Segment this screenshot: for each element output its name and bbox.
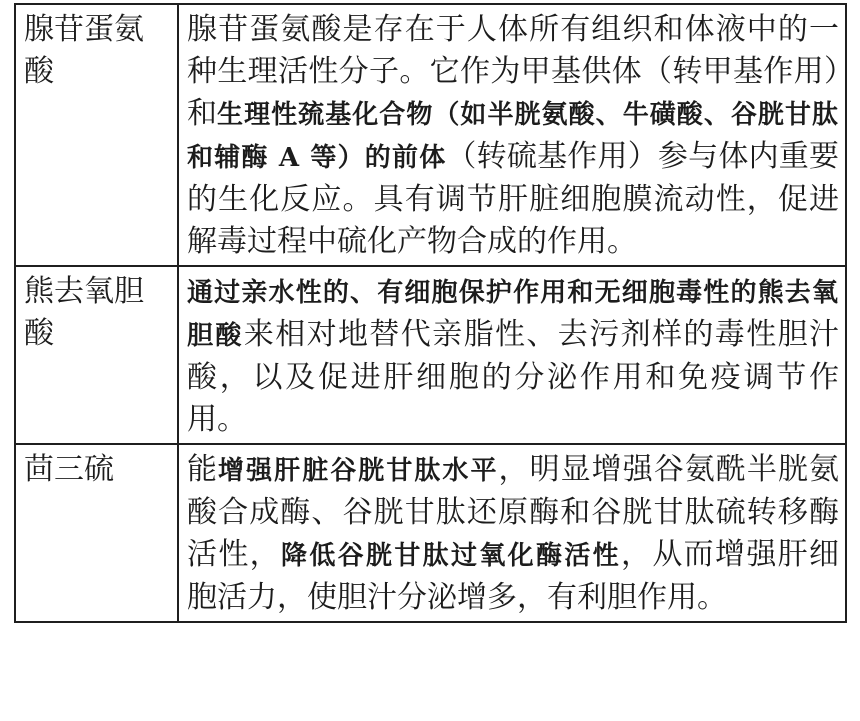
drug-name-cell: 熊去氧胆酸: [15, 266, 178, 444]
description-emphasis: 降低谷胱甘肽过氧化酶活性: [281, 541, 621, 571]
description-text: 来相对地替代亲脂性、去污剂样的毒性胆汁酸，以及促进肝细胞的分泌作用和免疫调节作用。: [187, 317, 839, 437]
description-text: 能: [187, 452, 219, 487]
table-row-adenosylmethionine: [15, 4, 846, 266]
drug-description-cell: [178, 266, 846, 444]
description-text: ，明显增强谷氨酰半胱氨酸合成酶、谷胱甘肽还原酶和谷胱甘肽硫转移酶活性，: [187, 452, 839, 572]
drug-description-cell: [178, 4, 846, 266]
description-text: 腺苷蛋氨酸是存在于人体所有组织和体液中的一种生理活性分子。它作为甲基供体（转甲基作用）和: [187, 12, 839, 131]
table-row-ursodeoxycholic-acid: [15, 266, 846, 444]
drug-table: [14, 3, 847, 623]
description-text: （转硫基作用）参与体内重要的生化反应。具有调节肝脏细胞膜流动性，促进解毒过程中硫化产物合成的作用。: [187, 139, 839, 259]
table-row-anethole-trithione: [15, 444, 846, 622]
description-text: ，从而增强肝细胞活力，使胆汁分泌增多，有利胆作用。: [187, 537, 839, 615]
description-emphasis: 生理性巯基化合物（如半胱氨酸、牛磺酸、谷胱甘肽和辅酶 A 等）的前体: [187, 100, 839, 173]
description-emphasis: 增强肝脏谷胱甘肽水平: [218, 456, 499, 486]
drug-description-cell: [178, 444, 846, 622]
description-emphasis: 通过亲水性的、有细胞保护作用和无细胞毒性的熊去氧胆酸: [187, 278, 839, 351]
drug-name-cell: 茴三硫: [15, 444, 178, 622]
drug-table-body: [15, 4, 846, 622]
drug-name-cell: 腺苷蛋氨酸: [15, 4, 178, 266]
